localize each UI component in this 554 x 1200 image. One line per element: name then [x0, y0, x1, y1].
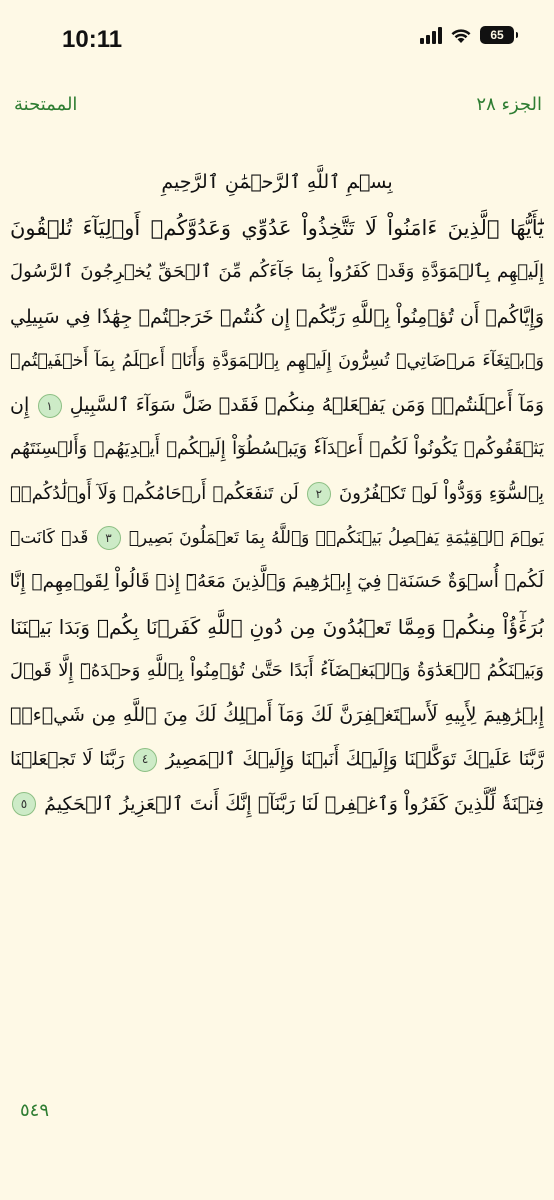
ayah-number-marker[interactable]: ٥: [12, 792, 36, 816]
cellular-signal-icon: [420, 26, 442, 44]
ayah-number-marker[interactable]: ٤: [133, 748, 157, 772]
ayah-text: رَبَّنَا لَا تَجۡعَلۡنَا: [10, 748, 125, 770]
battery-icon: [480, 26, 514, 44]
ayah-line[interactable]: [10, 206, 544, 250]
ayah-line[interactable]: [10, 339, 544, 383]
ayah-text: يَٰٓأَيُّهَا ٱلَّذِينَ ءَامَنُواْ لَا تَتَّخِذُواْ عَدُوِّي وَعَدُوَّكُمۡ أَوۡلِيَآءَ تُلۡقُونَ: [10, 216, 544, 240]
status-bar: [0, 0, 554, 80]
ayah-line[interactable]: [10, 427, 544, 471]
ayah-text: بُرَءَٰٓؤُاْ مِنكُمۡ وَمِمَّا تَعۡبُدُونَ مِن دُونِ ٱللَّهِ كَفَرۡنَا بِكُمۡ وَبَدَا بَيۡنَنَا: [10, 614, 544, 639]
ayah-text: إِلَيۡهِم بِٱلۡمَوَدَّةِ وَقَدۡ كَفَرُواْ بِمَا جَآءَكُم مِّنَ ٱلۡحَقِّ يُخۡرِجُونَ ٱلرَّسُولَ: [10, 261, 544, 283]
ayah-line[interactable]: [10, 250, 544, 294]
ayah-text: وَإِيَّاكُمۡ أَن تُؤۡمِنُواْ بِٱللَّهِ رَبِّكُمۡ إِن كُنتُمۡ خَرَجۡتُمۡ جِهَٰدٗا فِي سَبِيلِي: [10, 305, 544, 328]
ayah-number-marker[interactable]: ٢: [307, 482, 331, 506]
ayah-line[interactable]: [10, 516, 544, 560]
battery-level: 65: [490, 28, 504, 42]
ayah-line[interactable]: [10, 693, 544, 737]
ayah-text: بِٱلسُّوٓءِ وَوَدُّواْ لَوۡ تَكۡفُرُونَ: [339, 482, 544, 504]
ayah-text: إِن: [10, 394, 30, 417]
page-header: [0, 92, 554, 128]
ayah-line[interactable]: [10, 738, 544, 782]
ayah-text: لَن تَنفَعَكُمۡ أَرۡحَامُكُمۡ وَلَآ أَوۡلَٰدُكُمۡۚ: [10, 482, 299, 504]
status-icons: [420, 26, 514, 44]
ayah-text: وَمَآ أَعۡلَنتُمۡۚ وَمَن يَفۡعَلۡهُ مِنكُمۡ فَقَدۡ ضَلَّ سَوَآءَ ٱلسَّبِيلِ: [69, 394, 544, 417]
ayah-text: يَثۡقَفُوكُمۡ يَكُونُواْ لَكُمۡ أَعۡدَآءٗ وَيَبۡسُطُوٓاْ إِلَيۡكُمۡ أَيۡدِيَهُمۡ وَأَلۡسِنَتَهُم: [10, 438, 544, 460]
surah-name[interactable]: الممتحنة: [14, 94, 78, 115]
ayah-lines: [10, 206, 544, 826]
status-time: 10:11: [62, 26, 123, 53]
ayah-number-marker[interactable]: ٣: [97, 526, 121, 550]
page-number: ٥٤٩: [20, 1100, 50, 1121]
juz-label[interactable]: الجزء ٢٨: [476, 94, 542, 115]
ayah-line[interactable]: [10, 560, 544, 604]
ayah-text: لَكُمۡ أُسۡوَةٌ حَسَنَةٞ فِيٓ إِبۡرَٰهِيمَ وَٱلَّذِينَ مَعَهُۥٓ إِذۡ قَالُواْ لِقَوۡمِهِمۡ إِنَّا: [10, 571, 544, 593]
ayah-line[interactable]: [10, 649, 544, 693]
ayah-text: رَّبَّنَا عَلَيۡكَ تَوَكَّلۡنَا وَإِلَيۡكَ أَنَبۡنَا وَإِلَيۡكَ ٱلۡمَصِيرُ: [165, 748, 544, 770]
ayah-text: يَوۡمَ ٱلۡقِيَٰمَةِ يَفۡصِلُ بَيۡنَكُمۡۚ وَٱللَّهُ بِمَا تَعۡمَلُونَ بَصِيرٞ: [128, 528, 544, 549]
ayah-line[interactable]: [10, 383, 544, 427]
ayah-text: فِتۡنَةٗ لِّلَّذِينَ كَفَرُواْ وَٱغۡفِرۡ لَنَا رَبَّنَآۖ إِنَّكَ أَنتَ ٱلۡعَزِيزُ ٱلۡحَكِيمُ: [44, 792, 544, 815]
wifi-icon: [450, 27, 472, 44]
ayah-text: وَبَيۡنَكُمُ ٱلۡعَدَٰوَةُ وَٱلۡبَغۡضَآءُ أَبَدًا حَتَّىٰ تُؤۡمِنُواْ بِٱللَّهِ وَحۡدَهُۥٓ إِلَّا قَوۡلَ: [10, 659, 544, 681]
ayah-text: وَٱبۡتِغَآءَ مَرۡضَاتِيۚ تُسِرُّونَ إِلَيۡهِم بِٱلۡمَوَدَّةِ وَأَنَا۠ أَعۡلَمُ بِمَآ أَخۡفَيۡتُمۡ: [10, 350, 544, 371]
ayah-line[interactable]: [10, 472, 544, 516]
ayah-text: قَدۡ كَانَتۡ: [10, 528, 89, 549]
basmala: بِسۡمِ ٱللَّهِ ٱلرَّحۡمَٰنِ ٱلرَّحِيمِ: [161, 171, 393, 193]
ayah-line[interactable]: [10, 605, 544, 649]
ayah-number-marker[interactable]: ١: [38, 394, 62, 418]
mushaf-page[interactable]: [10, 160, 544, 826]
ayah-text: إِبۡرَٰهِيمَ لِأَبِيهِ لَأَسۡتَغۡفِرَنَّ لَكَ وَمَآ أَمۡلِكُ لَكَ مِنَ ٱللَّهِ مِن شَيۡءٖۖ: [10, 704, 544, 727]
ayah-line[interactable]: [10, 782, 544, 826]
ayah-line[interactable]: [10, 295, 544, 339]
